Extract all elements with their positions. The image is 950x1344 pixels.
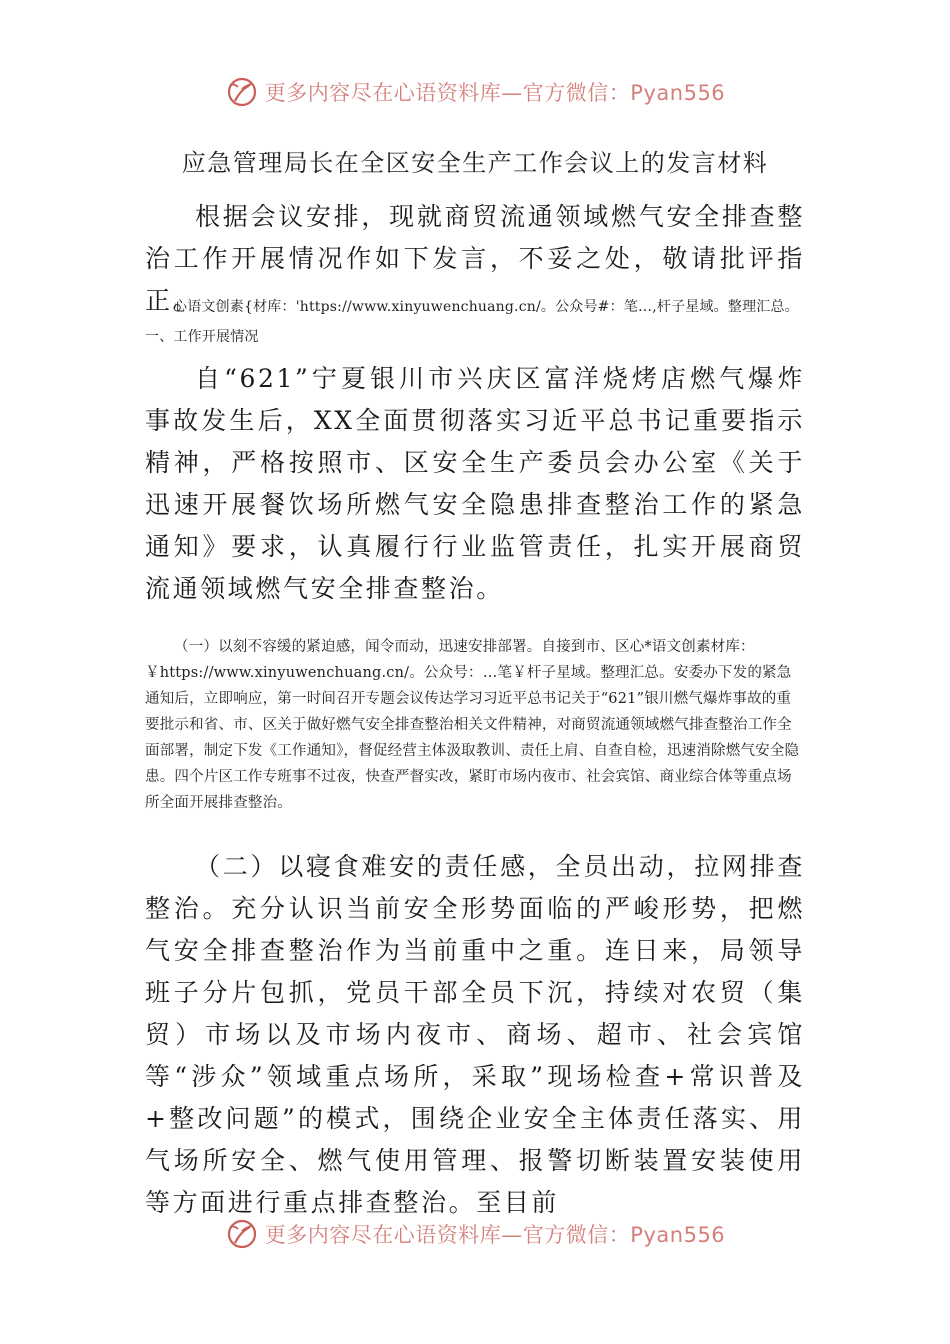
header-banner bbox=[0, 72, 950, 112]
banner-content bbox=[225, 75, 725, 109]
body-paragraph-1: 自“621”宁夏银川市兴庆区富洋烧烤店燃气爆炸事故发生后，XX全面贯彻落实习近平总书记重要指示精神，严格按照市、区安全生产委员会办公室《关于迅速开展餐饮场所燃气安全隐患排查整治工作的紧急通知》要求，认真履行行业监管责任，扎实开展商贸流通领域燃气安全排查整治。 bbox=[145, 364, 805, 603]
banner-text: 更多内容尽在心语资料库—官方微信：Pyan556 bbox=[264, 81, 726, 105]
sprout-circle-logo-icon bbox=[225, 1217, 259, 1251]
source-note: 心语文创素{材库：'https://www.xinyuwenchuang.cn/。公众号#：笔…,杆子星域。整理汇总。一、工作开展情况 bbox=[145, 299, 799, 345]
footer-banner bbox=[0, 1214, 950, 1254]
intro-paragraph: 根据会议安排，现就商贸流通领域燃气安全排查整治工作开展情况作如下发言，不妥之处，敬请批评指正。 bbox=[145, 202, 805, 315]
body-paragraph-2: （一）以刻不容缓的紧迫感，闻令而动，迅速安排部署。自接到市、区心*语文创素材库：￥https://www.xinyuwenchuang.cn/。公众号：…笔￥杆子星域。整理汇总。安委办下发的紧急通知后，立即响应，第一时间召开专题会议传达学习习近平总书记关于“621”银川燃气爆炸事故的重要批示和省、市、区关于做好燃气安全排查整治相关文件精神，对商贸流通领域燃气排查整治工作全面部署，制定下发《工作通知》，督促经营主体汲取教训、责任上肩、自查自检，迅速消除燃气安全隐患。四个片区工作专班事不过夜，快查严督实改，紧盯市场内夜市、社会宾馆、商业综合体等重点场所全面开展排查整治。 bbox=[145, 639, 800, 811]
banner-content bbox=[225, 1217, 725, 1251]
sprout-circle-logo-icon bbox=[225, 75, 259, 109]
banner-text: 更多内容尽在心语资料库—官方微信：Pyan556 bbox=[264, 1223, 726, 1247]
document-title: 应急管理局长在全区安全生产工作会议上的发言材料 bbox=[181, 149, 769, 177]
body-paragraph-3: （二）以寝食难安的责任感，全员出动，拉网排查整治。充分认识当前安全形势面临的严峻形势，把燃气安全排查整治作为当前重中之重。连日来，局领导班子分片包抓，党员干部全员下沉，持续对农贸（集贸）市场以及市场内夜市、商场、超市、社会宾馆等“涉众”领域重点场所，采取”现场检查+常识普及+整改问题”的模式，围绕企业安全主体责任落实、用气场所安全、燃气使用管理、报警切断装置安装使用等方面进行重点排查整治。至目前 bbox=[145, 852, 805, 1217]
